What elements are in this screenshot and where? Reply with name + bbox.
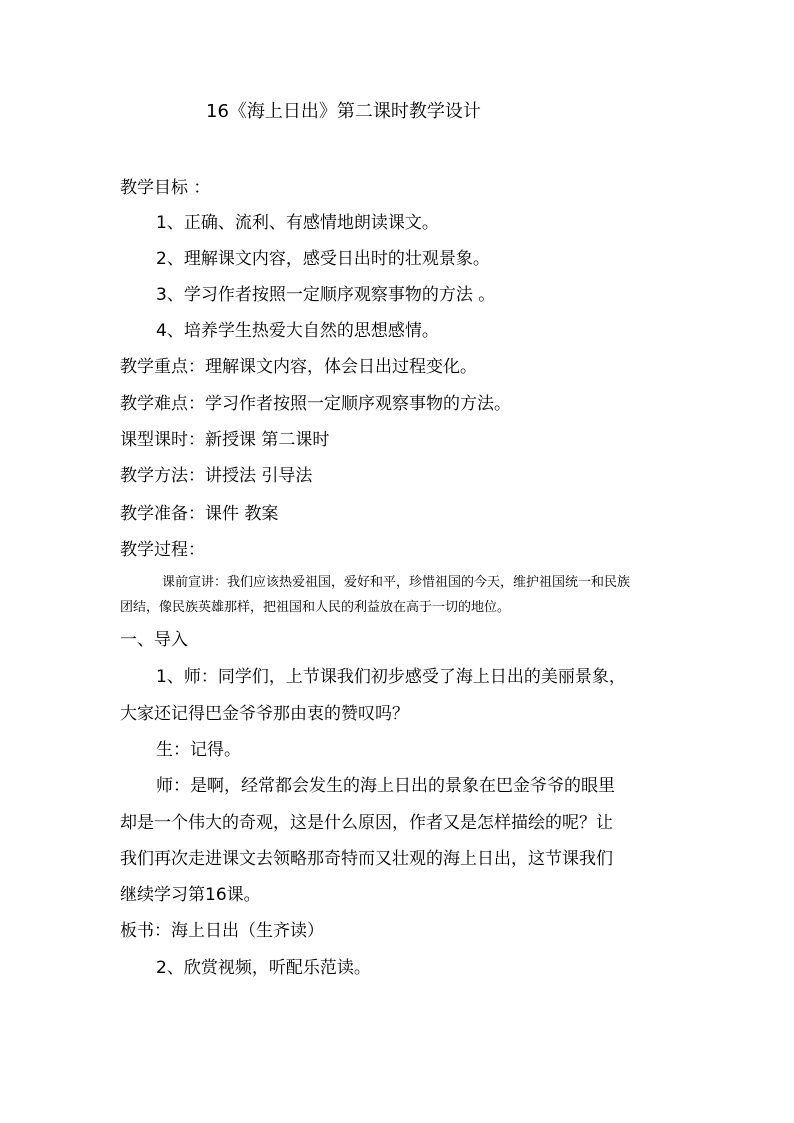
paragraph-line: 生：记得。 xyxy=(156,740,241,760)
lesson-type: 课型课时：新授课 第二课时 xyxy=(120,430,330,450)
preface-text-line: 团结，像民族英雄那样，把祖国和人民的利益放在高于一切的地位。 xyxy=(120,600,511,615)
paragraph-line: 却是一个伟大的奇观，这是什么原因，作者又是怎样描绘的呢？让 xyxy=(120,813,613,833)
paragraph-line: 我们再次走进课文去领略那奇特而又壮观的海上日出，这节课我们 xyxy=(120,849,613,869)
paragraph-line: 大家还记得巴金爷爷那由衷的赞叹吗？ xyxy=(120,704,409,724)
teaching-preparation: 教学准备：课件 教案 xyxy=(120,504,279,524)
paragraph-line: 师：是啊，经常都会发生的海上日出的景象在巴金爷爷的眼里 xyxy=(156,776,615,796)
goal-item: 4、培养学生热爱大自然的思想感情。 xyxy=(156,321,439,341)
document-title: 16《海上日出》第二课时教学设计 xyxy=(206,101,481,122)
goal-item: 1、正确、流利、有感情地朗读课文。 xyxy=(156,213,439,233)
paragraph-line: 1、师：同学们，上节课我们初步感受了海上日出的美丽景象， xyxy=(156,667,626,687)
board-writing: 板书：海上日出（生齐读） xyxy=(120,921,324,941)
key-point: 教学重点：理解课文内容，体会日出过程变化。 xyxy=(120,357,477,377)
preface-text-line: 课前宣讲：我们应该热爱祖国，爱好和平，珍惜祖国的今天，维护祖国统一和民族 xyxy=(162,575,631,590)
paragraph-line: 2、欣赏视频，听配乐范读。 xyxy=(156,958,371,978)
difficult-point: 教学难点：学习作者按照一定顺序观察事物的方法。 xyxy=(120,394,511,414)
section-heading: 一、导入 xyxy=(120,630,188,650)
process-heading: 教学过程： xyxy=(120,540,205,560)
goal-item: 2、理解课文内容，感受日出时的壮观景象。 xyxy=(156,249,490,269)
teaching-methods: 教学方法：讲授法 引导法 xyxy=(120,466,313,486)
paragraph-line: 继续学习第16课。 xyxy=(120,885,261,905)
goal-item: 3、学习作者按照一定顺序观察事物的方法 。 xyxy=(156,285,496,305)
goals-heading: 教学目标 ： xyxy=(120,178,211,198)
